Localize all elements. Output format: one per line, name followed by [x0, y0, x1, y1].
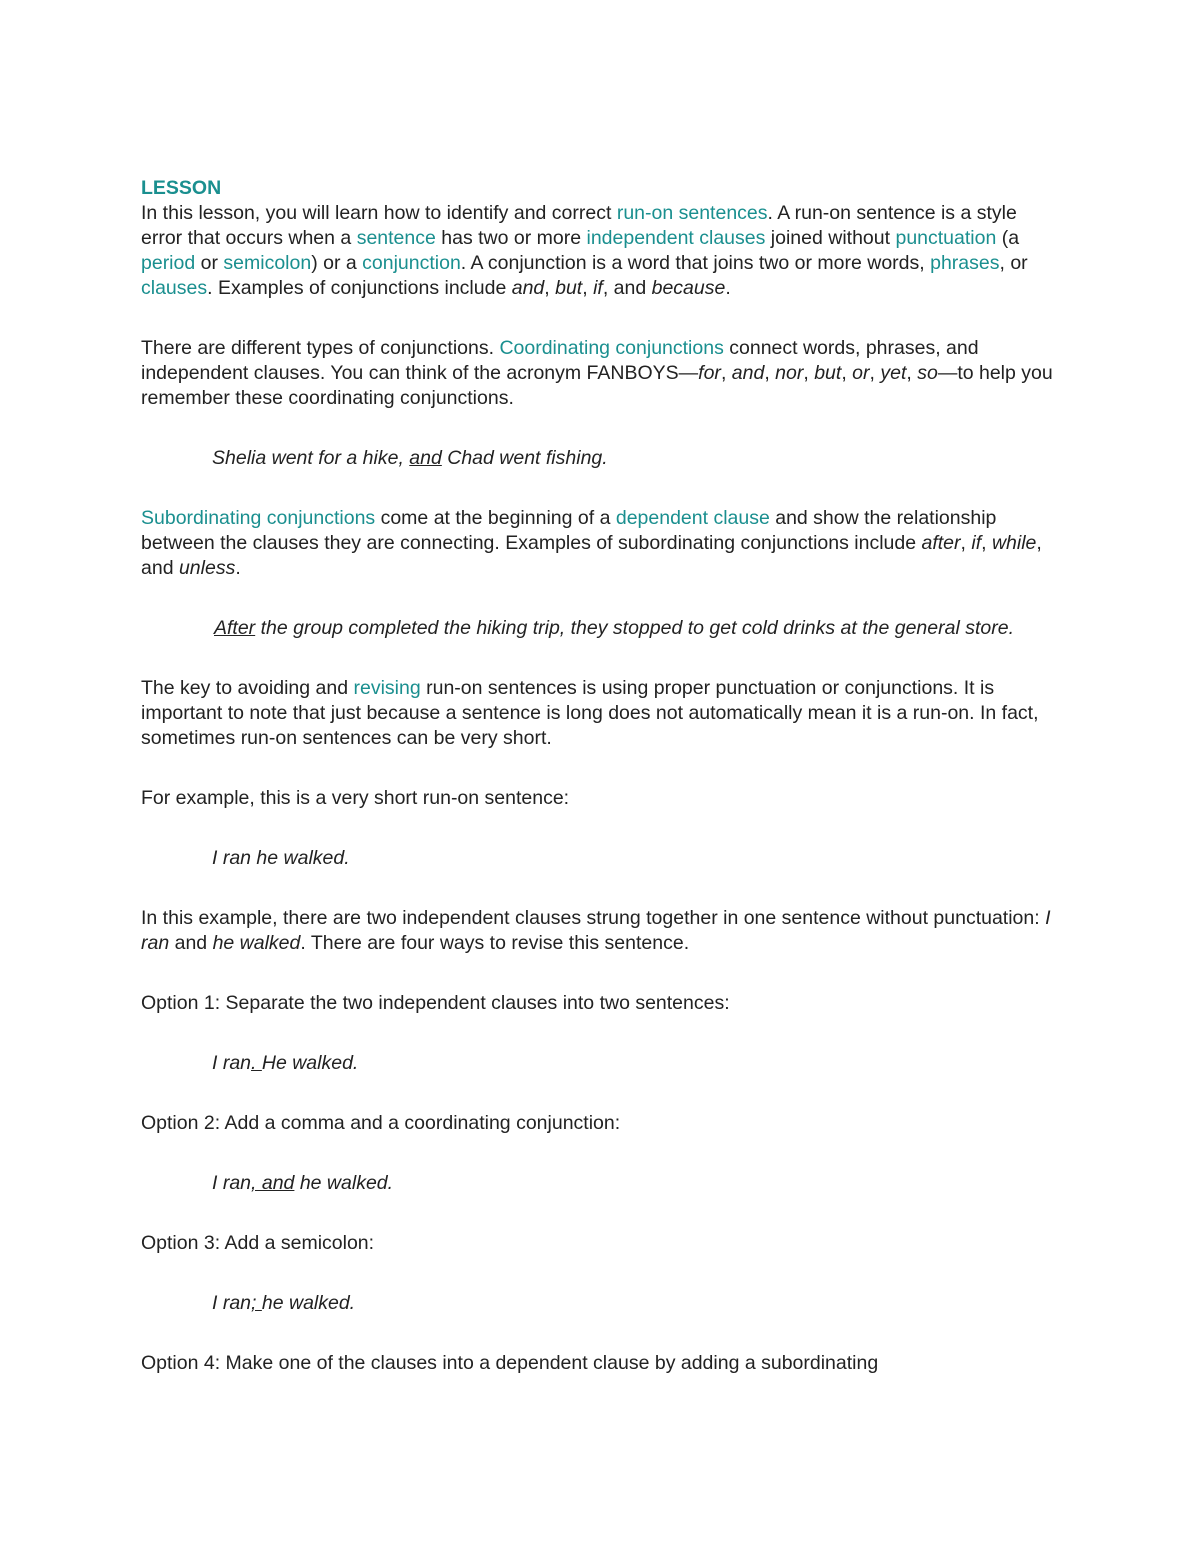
text: The key to avoiding and	[141, 677, 354, 699]
paragraph-intro	[141, 201, 1053, 301]
link-period[interactable]: period	[141, 252, 196, 274]
text: ,	[803, 362, 815, 384]
example-subordinating	[141, 616, 1053, 641]
text: He walked.	[261, 1052, 359, 1074]
italic-text: for	[698, 362, 721, 384]
italic-text: I ran	[141, 907, 1051, 954]
italic-text: after	[921, 532, 961, 554]
text: . A run-on sentence is a style error that occurs when a	[141, 202, 1017, 249]
underlined-text: , and	[251, 1172, 295, 1194]
text: .	[725, 277, 731, 299]
example-coordinating	[141, 446, 1053, 471]
text: (a	[996, 227, 1020, 249]
text: connect words, phrases, and independent clauses. You can think of the acronym FANBOYS—	[141, 337, 979, 384]
text: or	[195, 252, 224, 274]
italic-text: or	[852, 362, 870, 384]
italic-text: but	[814, 362, 842, 384]
link-subordinating-conjunctions[interactable]: Subordinating conjunctions	[141, 507, 376, 529]
text: ,	[906, 362, 918, 384]
lesson-content	[141, 176, 1053, 1376]
text: he walked.	[261, 1292, 356, 1314]
text: In this example, there are two independent clauses strung together in one sentence without punctuation:	[141, 907, 1046, 929]
text: —to help you remember these coordinating conjunctions.	[141, 362, 1053, 409]
underlined-text: and	[409, 447, 442, 469]
text: ,	[960, 532, 972, 554]
italic-text: because	[651, 277, 726, 299]
text: and	[169, 932, 213, 954]
text: ,	[764, 362, 776, 384]
paragraph-key	[141, 676, 1053, 751]
italic-text: he walked	[212, 932, 301, 954]
italic-text: I ran he walked.	[212, 847, 350, 869]
italic-text: and	[511, 277, 545, 299]
text: ,	[720, 362, 732, 384]
link-run-on-sentences[interactable]: run-on sentences	[616, 202, 768, 224]
paragraph-for-example: For example, this is a very short run-on sentence:	[141, 787, 570, 809]
option-4: Option 4: Make one of the clauses into a dependent clause by adding a subordinating	[141, 1352, 879, 1374]
text: ,	[544, 277, 556, 299]
link-revising[interactable]: revising	[353, 677, 421, 699]
text: ,	[582, 277, 594, 299]
text: the group completed the hiking trip, they stopped to get cold drinks at the general store.	[255, 617, 1014, 639]
text: run-on sentences is using proper punctuation or conjunctions. It is important to note that just because a sentence is long does not automatically mean it is a run-on. In fact, sometimes run-on sentences can be very short.	[141, 677, 1039, 749]
italic-text: if	[593, 277, 603, 299]
link-sentence[interactable]: sentence	[356, 227, 436, 249]
text: ,	[981, 532, 992, 554]
italic-text: so	[917, 362, 938, 384]
paragraph-coordinating	[141, 336, 1053, 411]
underlined-text: ;	[251, 1292, 262, 1314]
option-1: Option 1: Separate the two independent clauses into two sentences:	[141, 992, 730, 1014]
link-punctuation[interactable]: punctuation	[895, 227, 997, 249]
text: , or	[999, 252, 1028, 274]
text: Shelia went for a hike,	[212, 447, 410, 469]
text: . Examples of conjunctions include	[207, 277, 512, 299]
example-option-1	[141, 1051, 1053, 1076]
text: and show the relationship between the clauses they are connecting. Examples of subordinating conjunctions include	[141, 507, 997, 554]
lesson-heading: LESSON	[141, 177, 222, 199]
text: I ran	[212, 1292, 252, 1314]
option-2: Option 2: Add a comma and a coordinating conjunction:	[141, 1112, 621, 1134]
text: In this lesson, you will learn how to identify and correct	[141, 202, 617, 224]
italic-text: but	[555, 277, 583, 299]
link-semicolon[interactable]: semicolon	[223, 252, 312, 274]
text: There are different types of conjunctions.	[141, 337, 500, 359]
paragraph-subordinating	[141, 506, 1053, 581]
text: ,	[869, 362, 881, 384]
text: . A conjunction is a word that joins two or more words,	[460, 252, 931, 274]
text: .	[235, 557, 241, 579]
text: Chad went fishing.	[441, 447, 608, 469]
link-coordinating-conjunctions[interactable]: Coordinating conjunctions	[499, 337, 724, 359]
italic-text: unless	[178, 557, 236, 579]
text: ,	[841, 362, 853, 384]
italic-text: while	[991, 532, 1037, 554]
text: . There are four ways to revise this sentence.	[300, 932, 690, 954]
underlined-text: After	[214, 617, 256, 639]
italic-text: and	[731, 362, 765, 384]
italic-text: yet	[880, 362, 907, 384]
italic-text: if	[971, 532, 982, 554]
text: he walked.	[294, 1172, 394, 1194]
link-clauses[interactable]: clauses	[141, 277, 208, 299]
link-conjunction[interactable]: conjunction	[362, 252, 461, 274]
link-phrases[interactable]: phrases	[930, 252, 1000, 274]
example-option-2	[141, 1171, 1053, 1196]
link-independent-clauses[interactable]: independent clauses	[586, 227, 766, 249]
text: I ran	[212, 1052, 252, 1074]
text: has two or more	[435, 227, 587, 249]
example-run-on	[141, 846, 1053, 871]
italic-text: nor	[775, 362, 804, 384]
text: come at the beginning of a	[375, 507, 616, 529]
text: , and	[602, 277, 652, 299]
option-3: Option 3: Add a semicolon:	[141, 1232, 375, 1254]
text: I ran	[212, 1172, 252, 1194]
example-option-3	[141, 1291, 1053, 1316]
paragraph-explanation	[141, 906, 1053, 956]
text: joined without	[765, 227, 896, 249]
text: , and	[141, 532, 1042, 579]
text: ) or a	[311, 252, 363, 274]
link-dependent-clause[interactable]: dependent clause	[615, 507, 770, 529]
underlined-text: .	[251, 1052, 262, 1074]
